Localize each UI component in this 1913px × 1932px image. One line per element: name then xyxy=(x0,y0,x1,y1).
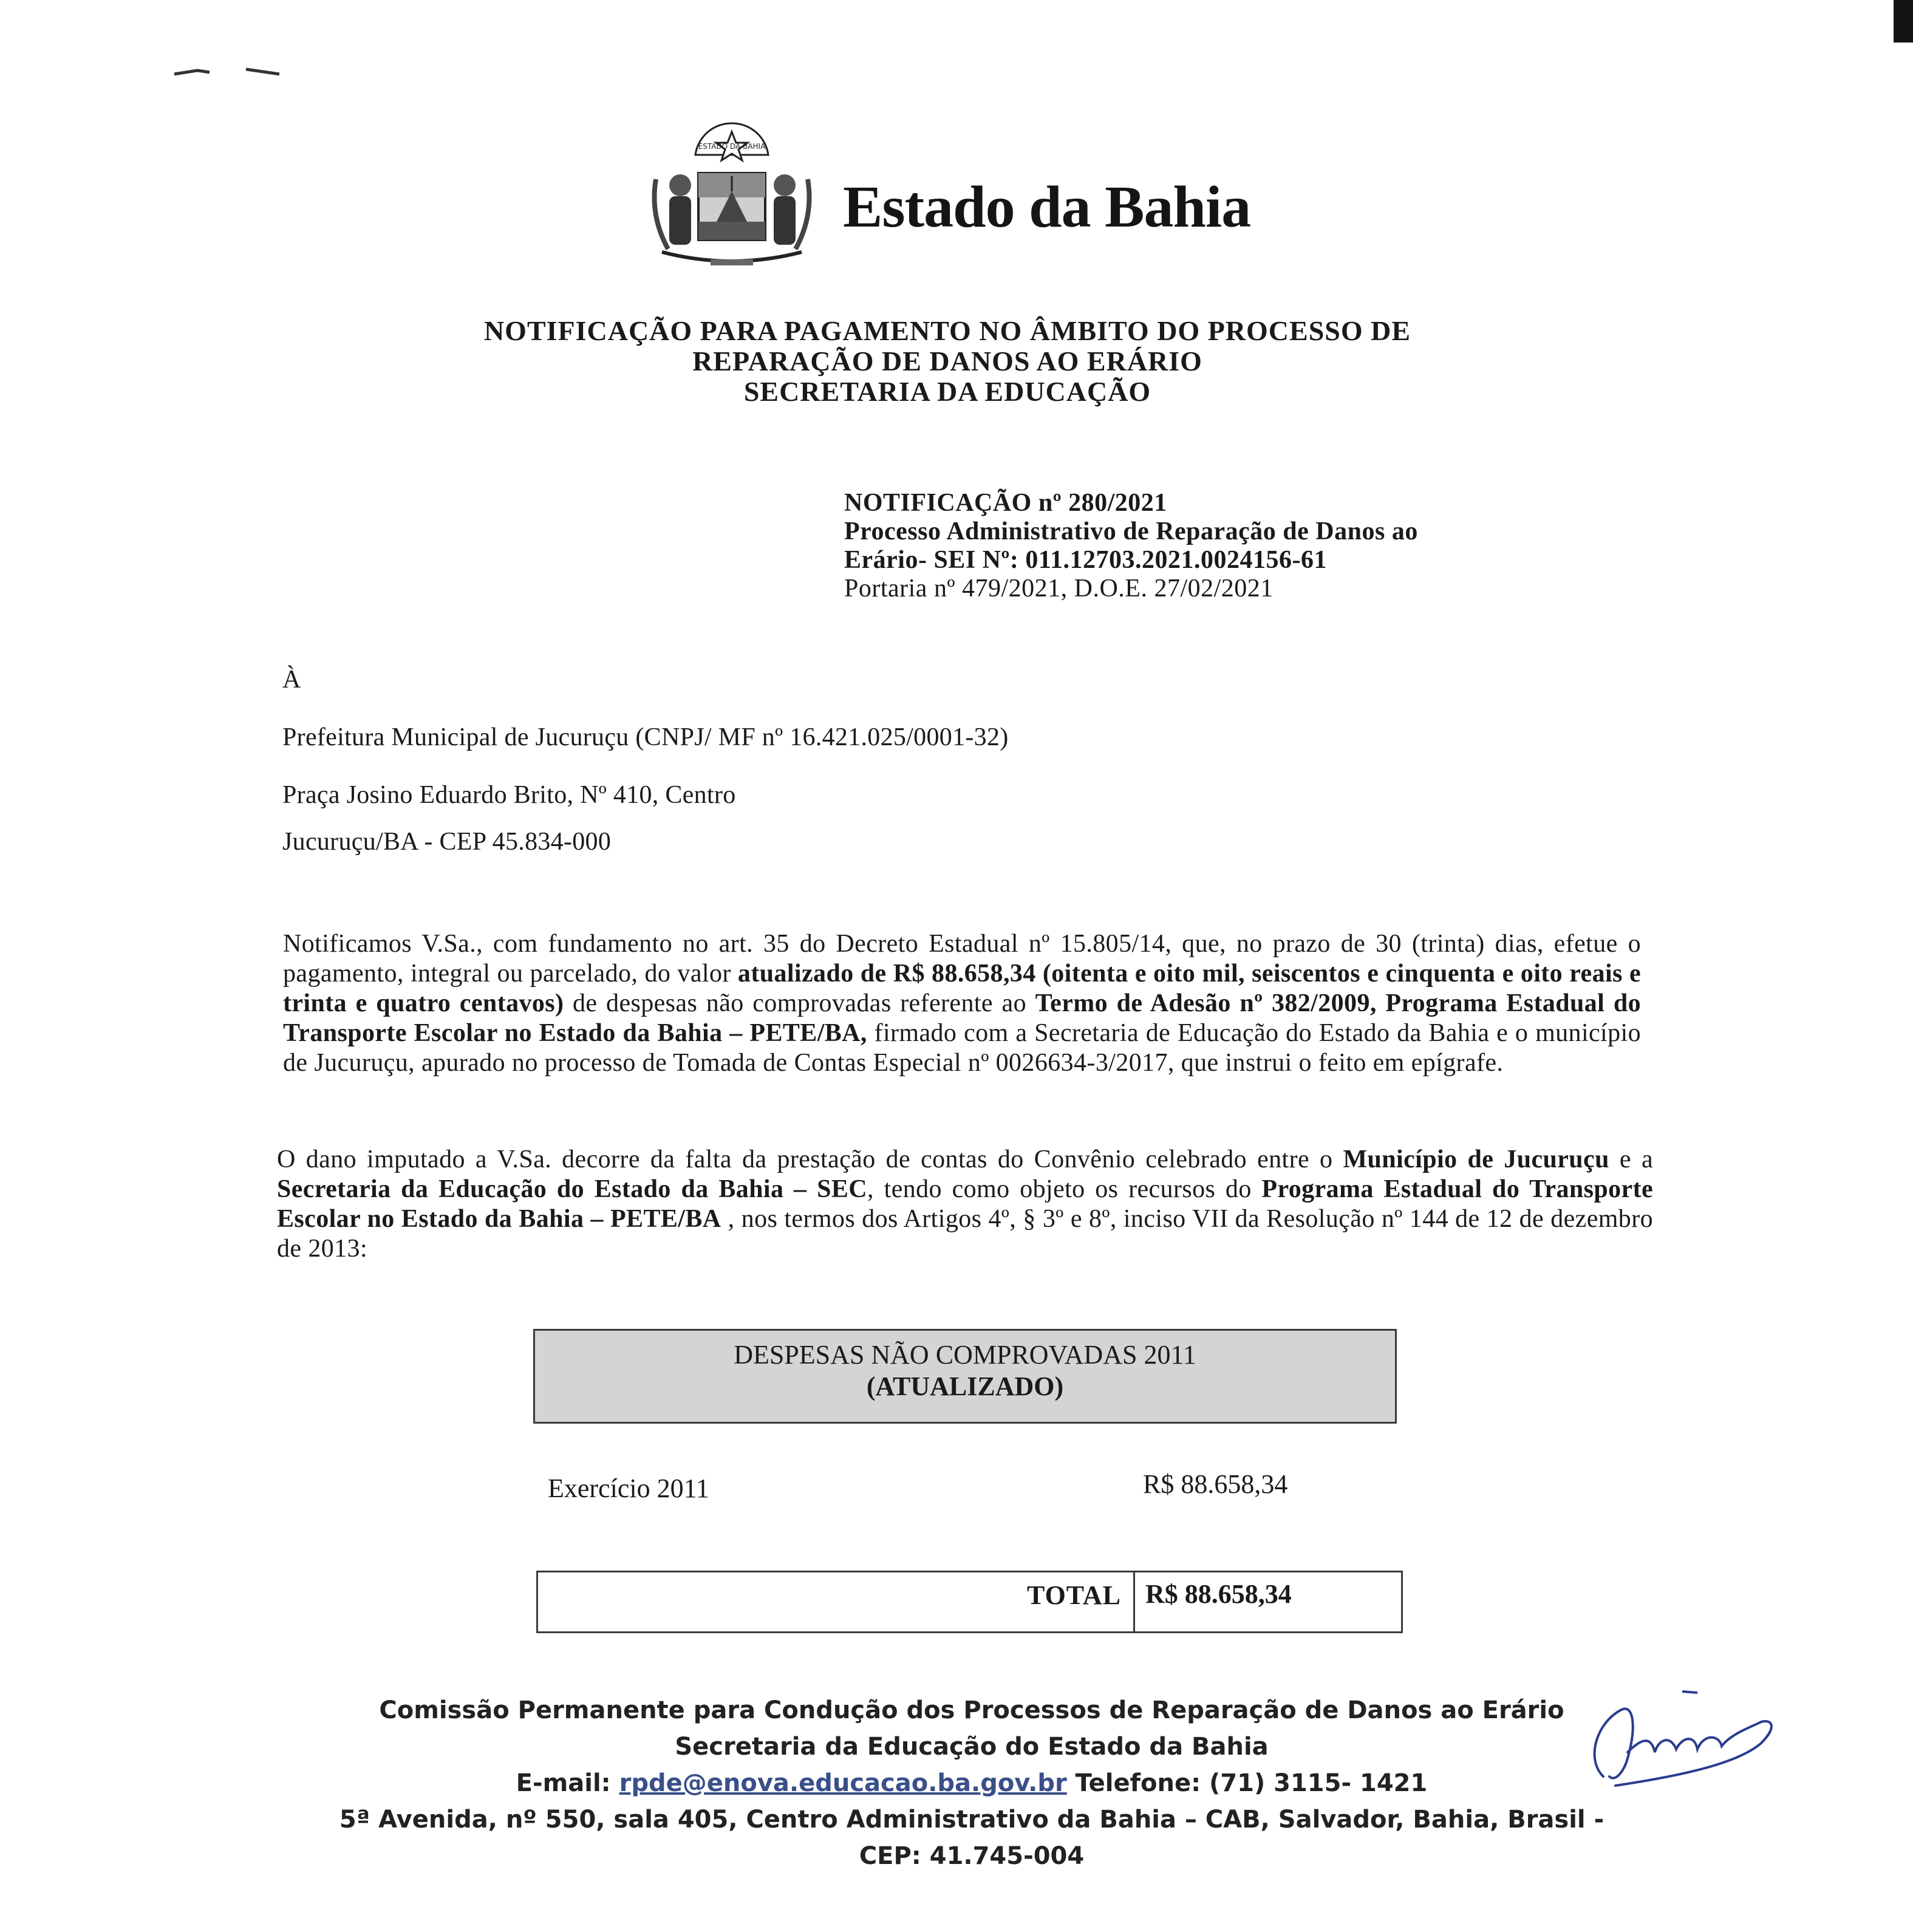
paragraph-damage: O dano imputado a V.Sa. decorre da falta da prestação de contas do Convênio celebrado entre o Município de Jucuruçu e a Secretaria da Educação do Estado da Bahia – SEC, tendo como objeto os recursos do Programa Estadual do Transporte Escolar no Estado da Bahia – PETE/BA , nos termos dos Artigos 4º, § 3º e 8º, inciso VII da Resolução nº 144 de 12 de dezembro de 2013: xyxy=(277,1145,1654,1263)
state-title: Estado da Bahia xyxy=(843,174,1251,240)
notification-number: NOTIFICAÇÃO nº 280/2021 xyxy=(844,489,1167,517)
footer-contact xyxy=(255,1765,1688,1801)
svg-text:ESTADO DA BAHIA: ESTADO DA BAHIA xyxy=(698,142,766,151)
addressee-to: À xyxy=(282,666,301,694)
addressee-city: Jucuruçu/BA - CEP 45.834-000 xyxy=(282,828,612,856)
heading-line-2: REPARAÇÃO DE DANOS AO ERÁRIO xyxy=(692,346,1202,377)
scan-top-margin xyxy=(0,0,1913,43)
process-line-2: Erário- SEI Nº: 011.12703.2021.0024156-61 xyxy=(844,546,1328,574)
addressee-name: Prefeitura Municipal de Jucuruçu (CNPJ/ MF nº 16.421.025/0001-32) xyxy=(282,723,1009,751)
notification-info xyxy=(844,489,1646,603)
exercise-value: R$ 88.658,34 xyxy=(1143,1469,1288,1499)
footer-phone: Telefone: (71) 3115- 1421 xyxy=(1075,1769,1428,1797)
total-divider xyxy=(1133,1572,1135,1631)
expenses-title-line-2: (ATUALIZADO) xyxy=(866,1371,1064,1401)
addressee-street: Praça Josino Eduardo Brito, Nº 410, Centro xyxy=(282,781,736,809)
footer-address: 5ª Avenida, nº 550, sala 405, Centro Administrativo da Bahia – CAB, Salvador, Bahia, Brasil - xyxy=(339,1806,1604,1834)
handwritten-signature xyxy=(1579,1685,1779,1801)
document-heading xyxy=(352,316,1543,407)
footer xyxy=(255,1692,1688,1874)
paragraph-notification: Notificamos V.Sa., com fundamento no art. 35 do Decreto Estadual nº 15.805/14, que, no prazo de 30 (trinta) dias, efetue o pagamento, integral ou parcelado, do valor atualizado de R$ 88.658,34 (oitenta e oito mil, seiscentos e cinquenta e oito reais e trinta e quatro centavos) de despesas não comprovadas referente ao Termo de Adesão nº 382/2009, Programa Estadual do Transporte Escolar no Estado da Bahia – PETE/BA, firmado com a Secretaria de Educação do Estado da Bahia e o município de Jucuruçu, apurado no processo de Tomada de Contas Especial nº 0026634-3/2017, que instrui o feito em epígrafe. xyxy=(283,930,1641,1077)
heading-line-3: SECRETARIA DA EDUCAÇÃO xyxy=(743,376,1151,407)
scan-smudge xyxy=(173,66,288,78)
exercise-label: Exercício 2011 xyxy=(548,1473,709,1503)
total-label: TOTAL xyxy=(1027,1580,1121,1610)
heading-line-1: NOTIFICAÇÃO PARA PAGAMENTO NO ÂMBITO DO PROCESSO DE xyxy=(483,315,1411,346)
footer-secretariat: Secretaria da Educação do Estado da Bahia xyxy=(675,1733,1269,1761)
footer-email-link[interactable]: rpde@enova.educacao.ba.gov.br xyxy=(619,1769,1067,1797)
footer-cep: CEP: 41.745-004 xyxy=(859,1842,1085,1870)
footer-commission: Comissão Permanente para Condução dos Processos de Reparação de Danos ao Erário xyxy=(379,1696,1564,1724)
bahia-coat-of-arms-icon xyxy=(644,118,820,270)
process-line-1: Processo Administrativo de Reparação de Danos ao xyxy=(844,517,1418,545)
expenses-title-line-1: DESPESAS NÃO COMPROVADAS 2011 xyxy=(734,1340,1196,1370)
portaria-line: Portaria nº 479/2021, D.O.E. 27/02/2021 xyxy=(844,575,1274,602)
total-box xyxy=(536,1571,1403,1633)
scan-edge-shadow xyxy=(1894,0,1913,43)
expenses-title-box xyxy=(533,1329,1397,1424)
total-value: R$ 88.658,34 xyxy=(1145,1579,1292,1609)
footer-email-label: E-mail: xyxy=(516,1769,611,1797)
